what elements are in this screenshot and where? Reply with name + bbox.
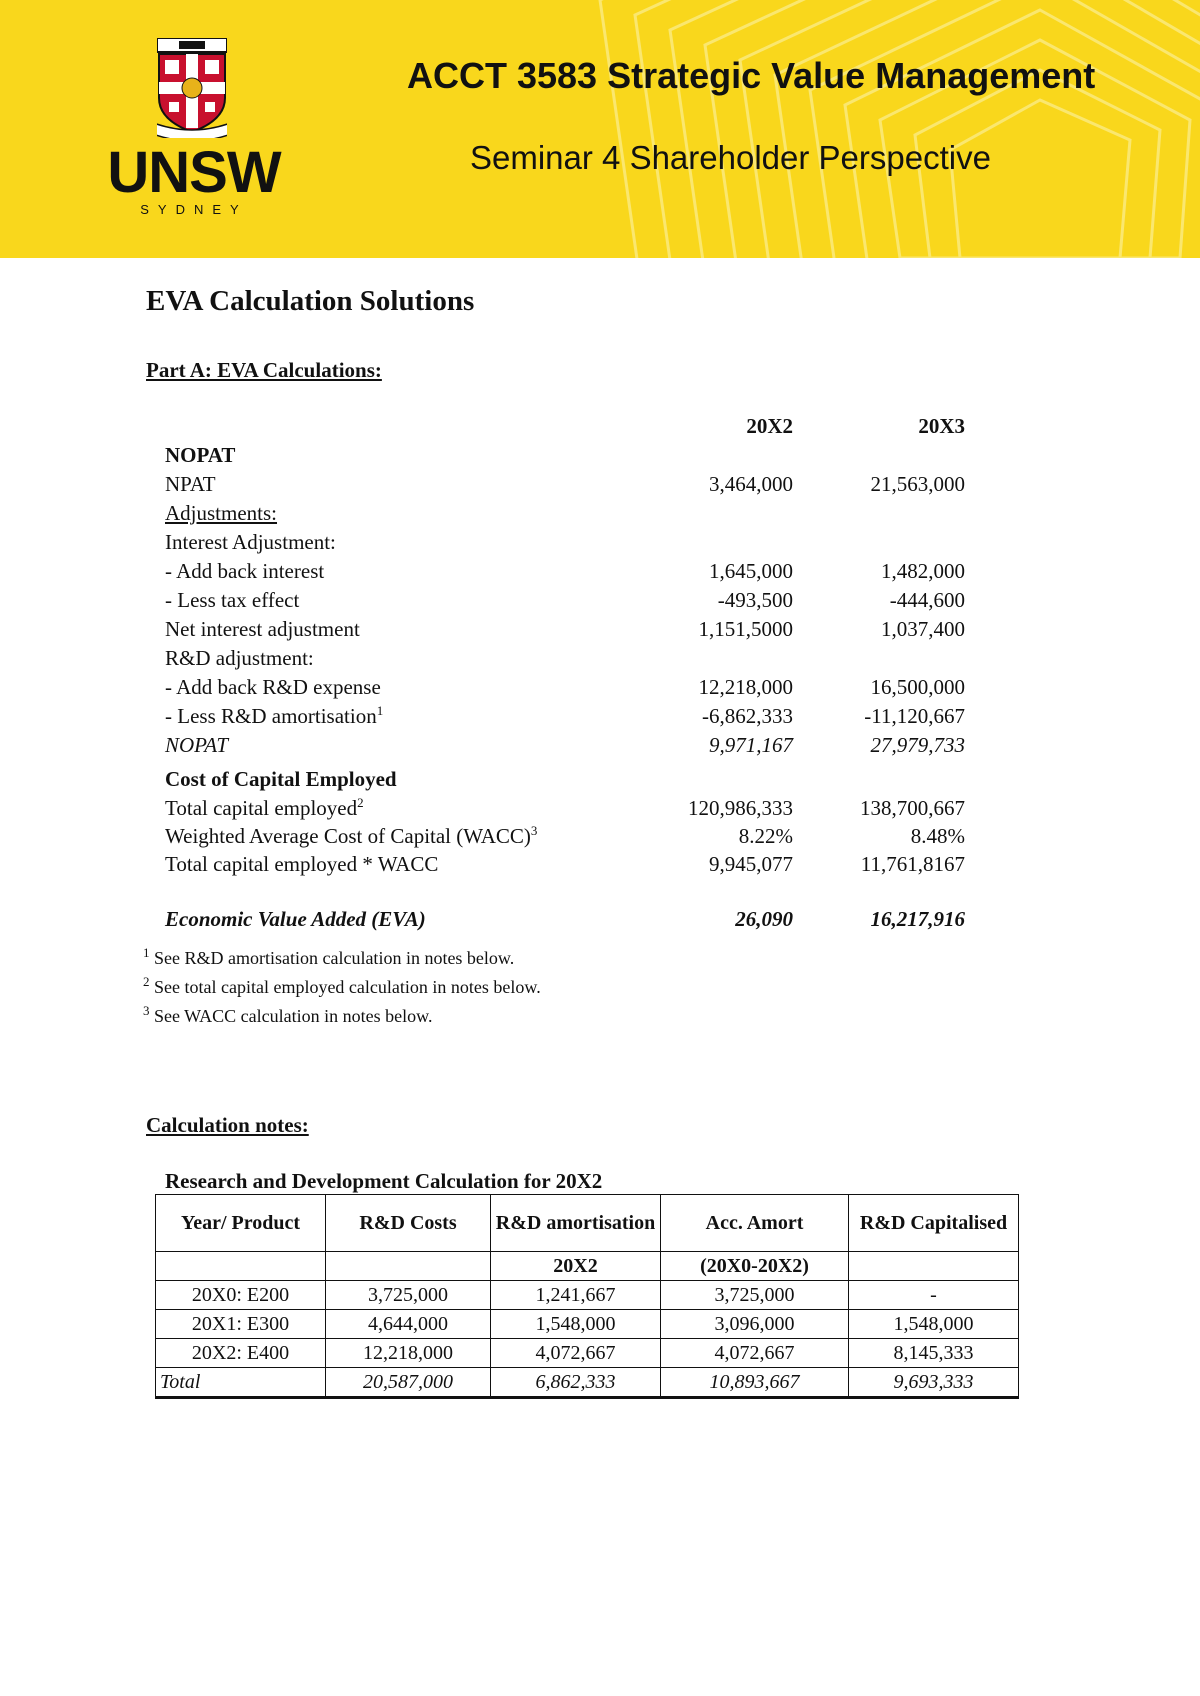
add-back-interest-20x2: 1,645,000: [709, 559, 793, 583]
total-capital-employed-label: [165, 794, 364, 823]
rd-cell-capitalised: 8,145,333: [849, 1339, 1019, 1368]
add-back-rd-label: - Add back R&D expense: [165, 675, 381, 699]
rd-cell-amortisation: 1,548,000: [491, 1310, 661, 1339]
rd-cell-capitalised: 1,548,000: [849, 1310, 1019, 1339]
table-row: [156, 1339, 1019, 1368]
eva-total-row: [165, 905, 965, 934]
capital-charge-20x2: 9,945,077: [709, 852, 793, 876]
add-back-interest-row: [165, 557, 965, 586]
unsw-logo-text: UNSW: [107, 140, 281, 205]
net-interest-20x3: 1,037,400: [881, 617, 965, 641]
rd-header-rd-amortisation: R&D amortisation: [491, 1195, 661, 1252]
cost-of-capital-heading: Cost of Capital Employed: [165, 767, 397, 791]
table-row: [156, 1281, 1019, 1310]
npat-20x2: 3,464,000: [709, 472, 793, 496]
less-tax-effect-20x2: -493,500: [717, 588, 793, 612]
nopat-total-row: [165, 731, 965, 760]
total-capital-employed-row: [165, 794, 965, 822]
less-tax-effect-row: [165, 586, 965, 615]
rd-cell-costs: 4,644,000: [326, 1310, 491, 1339]
nopat-heading: NOPAT: [165, 443, 236, 467]
rd-table-subheader-row: [156, 1252, 1019, 1281]
rd-total-costs: 20,587,000: [326, 1368, 491, 1398]
footnotes: [143, 944, 541, 1031]
eva-total-20x3: 16,217,916: [870, 907, 965, 931]
less-rd-amortisation-20x3: -11,120,667: [864, 704, 965, 728]
capital-charge-20x3: 11,761,8167: [860, 852, 965, 876]
rd-cell-costs: 3,725,000: [326, 1281, 491, 1310]
rd-adjustment-row: [165, 644, 965, 673]
rd-total-capitalised: 9,693,333: [849, 1368, 1019, 1398]
less-rd-amortisation-text: - Less R&D amortisation: [165, 704, 377, 728]
eva-total-20x2: 26,090: [735, 907, 793, 931]
rd-table-total-row: [156, 1368, 1019, 1398]
eva-column-headers: [165, 412, 965, 441]
part-a-heading: Part A: EVA Calculations:: [146, 358, 382, 382]
rd-subheader-cell: [326, 1252, 491, 1281]
nopat-total-label: NOPAT: [165, 733, 229, 757]
adjustments-row: [165, 499, 965, 528]
table-row: [156, 1310, 1019, 1339]
wacc-20x3: 8.48%: [910, 824, 965, 848]
rd-cell-capitalised: -: [849, 1281, 1019, 1310]
npat-label: NPAT: [165, 472, 216, 496]
less-tax-effect-label: - Less tax effect: [165, 588, 300, 612]
npat-row: [165, 470, 965, 499]
rd-cell-year-product: 20X0: E200: [156, 1281, 326, 1310]
capital-charge-label: Total capital employed * WACC: [165, 852, 439, 876]
footnote-number: 2: [143, 974, 150, 989]
column-header-20x2: 20X2: [746, 414, 793, 438]
rd-cell-year-product: 20X1: E300: [156, 1310, 326, 1339]
less-tax-effect-20x3: -444,600: [889, 588, 965, 612]
rd-cell-amortisation: 4,072,667: [491, 1339, 661, 1368]
rd-header-acc-amort: Acc. Amort: [661, 1195, 849, 1252]
add-back-rd-20x2: 12,218,000: [698, 675, 793, 699]
nopat-heading-row: [165, 441, 965, 470]
add-back-rd-row: [165, 673, 965, 702]
rd-subheader-cell: [156, 1252, 326, 1281]
wacc-20x2: 8.22%: [738, 824, 793, 848]
less-rd-amortisation-20x2: -6,862,333: [702, 704, 793, 728]
unsw-crest-icon: [157, 38, 227, 138]
net-interest-label: Net interest adjustment: [165, 617, 360, 641]
nopat-total-20x2: 9,971,167: [709, 733, 793, 757]
rd-header-rd-capitalised: R&D Capitalised: [849, 1195, 1019, 1252]
column-header-20x3: 20X3: [918, 414, 965, 438]
add-back-rd-20x3: 16,500,000: [870, 675, 965, 699]
footnote-ref-3: 3: [530, 823, 538, 838]
rd-header-rd-costs: R&D Costs: [326, 1195, 491, 1252]
rd-total-amortisation: 6,862,333: [491, 1368, 661, 1398]
net-interest-row: [165, 615, 965, 644]
rd-total-label: Total: [156, 1368, 326, 1398]
rd-header-year-product: Year/ Product: [156, 1195, 326, 1252]
rd-table-header-row: [156, 1195, 1019, 1252]
footnote-text: See R&D amortisation calculation in notes below.: [149, 948, 515, 968]
footnote-3: [143, 1002, 541, 1031]
rd-subheader-cell: (20X0-20X2): [661, 1252, 849, 1281]
adjustments-label: Adjustments:: [165, 501, 278, 525]
calculation-notes-heading: Calculation notes:: [146, 1113, 309, 1137]
header-banner: [0, 0, 1200, 258]
rd-calculation-table: [155, 1194, 1019, 1399]
interest-adjustment-label: Interest Adjustment:: [165, 530, 336, 554]
footnote-number: 3: [143, 1003, 150, 1018]
nopat-total-20x3: 27,979,733: [870, 733, 965, 757]
rd-cell-acc-amort: 3,096,000: [661, 1310, 849, 1339]
less-rd-amortisation-label: [165, 702, 383, 731]
rd-cell-acc-amort: 4,072,667: [661, 1339, 849, 1368]
rd-adjustment-label: R&D adjustment:: [165, 646, 314, 670]
rd-cell-year-product: 20X2: E400: [156, 1339, 326, 1368]
course-title: ACCT 3583 Strategic Value Management: [407, 55, 1096, 96]
npat-20x3: 21,563,000: [870, 472, 965, 496]
less-rd-amortisation-row: [165, 702, 965, 731]
total-capital-employed-text: Total capital employed: [165, 796, 358, 820]
rd-subheader-cell: [849, 1252, 1019, 1281]
wacc-text: Weighted Average Cost of Capital (WACC): [165, 824, 531, 848]
footnote-2: [143, 973, 541, 1002]
rd-table-caption: Research and Development Calculation for 20X2: [165, 1169, 603, 1193]
rd-subheader-cell: 20X2: [491, 1252, 661, 1281]
cost-of-capital-heading-row: [165, 765, 965, 794]
wacc-row: [165, 822, 965, 850]
footnote-ref-2: 2: [357, 795, 364, 810]
footnote-text: See WACC calculation in notes below.: [149, 1006, 433, 1026]
add-back-interest-20x3: 1,482,000: [881, 559, 965, 583]
total-capital-employed-20x3: 138,700,667: [860, 796, 965, 820]
wacc-label: [165, 822, 537, 851]
document-title: EVA Calculation Solutions: [146, 285, 475, 317]
footnote-text: See total capital employed calculation in notes below.: [149, 977, 541, 997]
rd-total-acc-amort: 10,893,667: [661, 1368, 849, 1398]
footnote-number: 1: [143, 945, 150, 960]
unsw-logo-subtext: SYDNEY: [140, 202, 248, 217]
eva-total-label: Economic Value Added (EVA): [165, 907, 426, 931]
add-back-interest-label: - Add back interest: [165, 559, 325, 583]
footnote-1: [143, 944, 541, 973]
rd-cell-acc-amort: 3,725,000: [661, 1281, 849, 1310]
seminar-title: Seminar 4 Shareholder Perspective: [470, 139, 991, 176]
capital-charge-row: [165, 850, 965, 878]
rd-cell-costs: 12,218,000: [326, 1339, 491, 1368]
net-interest-20x2: 1,151,5000: [698, 617, 793, 641]
footnote-ref-1: 1: [376, 703, 384, 718]
rd-cell-amortisation: 1,241,667: [491, 1281, 661, 1310]
total-capital-employed-20x2: 120,986,333: [688, 796, 793, 820]
interest-adjustment-row: [165, 528, 965, 557]
eva-calculation-table: [165, 412, 965, 934]
